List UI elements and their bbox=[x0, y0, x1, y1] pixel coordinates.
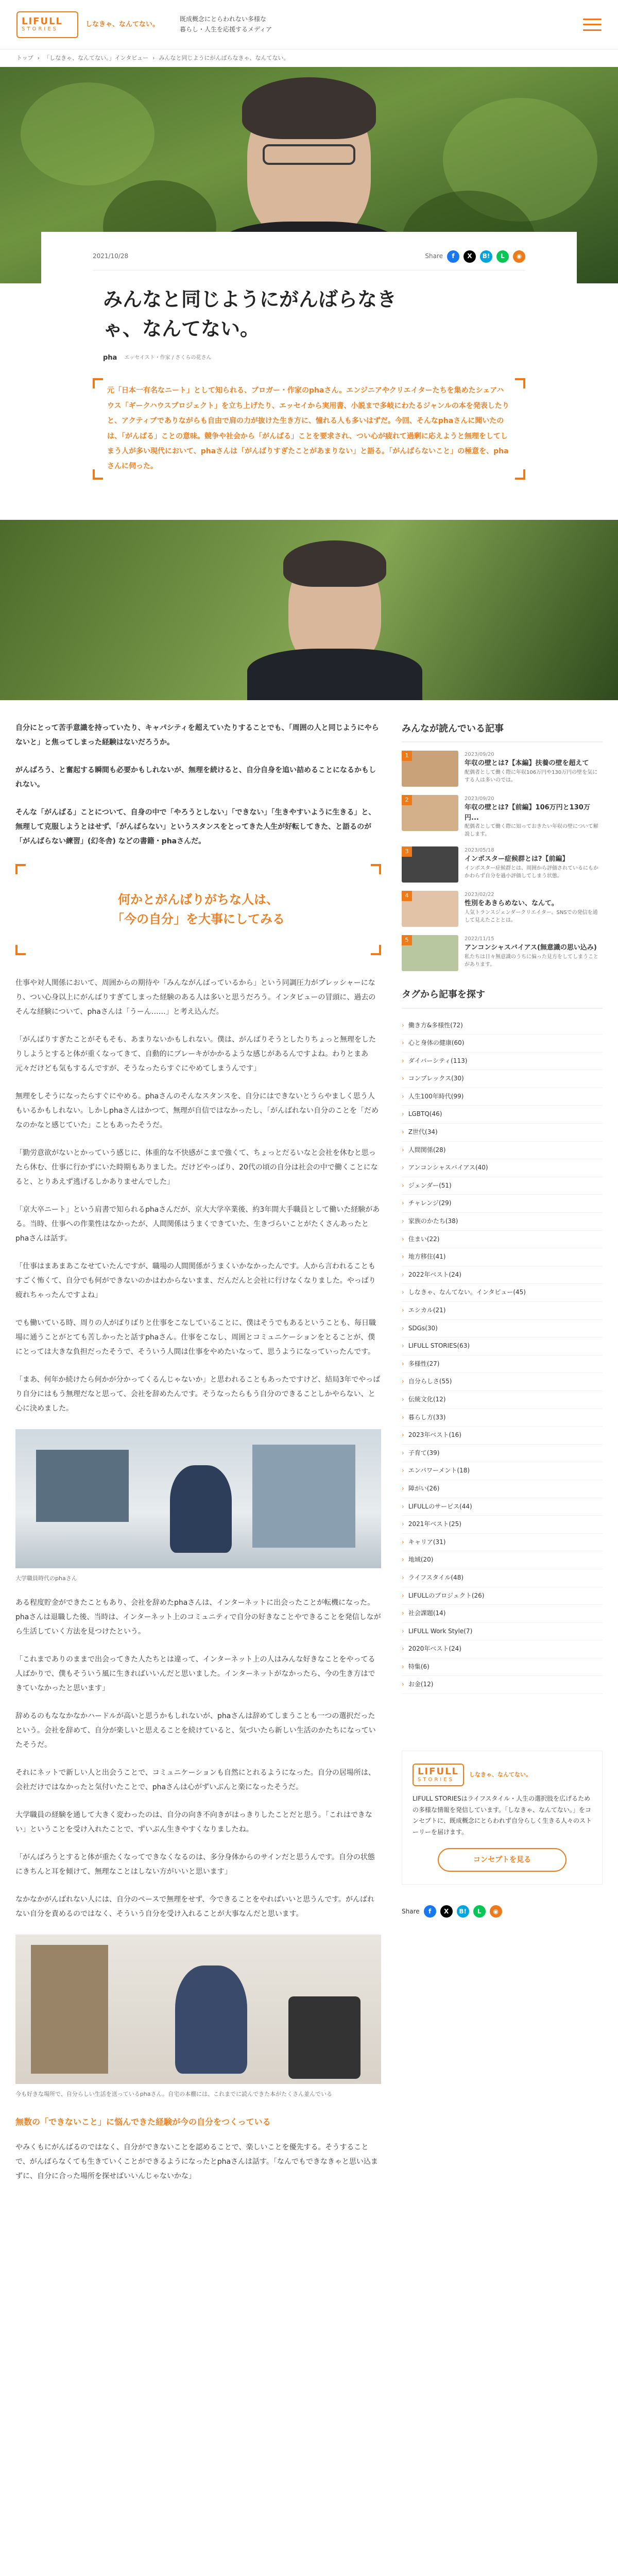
site-tagline: しなきゃ、なんてない。 bbox=[85, 20, 160, 28]
logo-main-text: LIFULL bbox=[418, 1766, 459, 1777]
tag-item[interactable] bbox=[402, 1676, 603, 1694]
paragraph: それにネットで新しい人と出会うことで、コミュニケーションも自然にとれるようになった。自分の居場所は、会社だけではなかったと気付いたことで、phaさんは心がずいぶんと楽になったそうだ。 bbox=[15, 1769, 375, 1792]
ranking-title: アンコンシャスバイアス(無意識の思い込み) bbox=[465, 944, 597, 952]
tag-item[interactable] bbox=[402, 1516, 603, 1534]
chevron-right-icon: › bbox=[402, 1484, 404, 1492]
line-icon[interactable]: L bbox=[496, 250, 509, 263]
chevron-right-icon: › bbox=[402, 1039, 404, 1047]
article-lead bbox=[93, 378, 525, 479]
tag-label: 子育て(39) bbox=[408, 1449, 440, 1456]
tag-label: ダイバーシティ(113) bbox=[408, 1057, 468, 1064]
tag-item[interactable] bbox=[402, 1587, 603, 1605]
ranking-heading: みんなが読んでいる記事 bbox=[402, 721, 603, 742]
logo-sub-text: STORIES bbox=[418, 1776, 454, 1783]
menu-icon[interactable] bbox=[583, 19, 602, 31]
tag-item[interactable] bbox=[402, 1355, 603, 1374]
x-icon[interactable]: X bbox=[440, 1905, 453, 1918]
logo-sub-text: STORIES bbox=[22, 26, 58, 32]
tag-item[interactable] bbox=[402, 1320, 603, 1338]
tag-item[interactable] bbox=[402, 1035, 603, 1053]
home-photo bbox=[15, 1935, 381, 2084]
pull-quote bbox=[15, 864, 381, 955]
chevron-right-icon: › bbox=[402, 1431, 404, 1439]
tag-label: LGBTQ(46) bbox=[408, 1110, 442, 1118]
sidebar-share-bar bbox=[402, 1905, 603, 1918]
paragraph: 無理をしそうになったらすぐにやめる。phaさんのそんなスタンスを、自分にはできないとうらやましく思う人もいるかもしれない。しかしphaさんはかつて、無理が自信ではなかったし、「がんばれない自分のことを「だめなのかなと感じていた」こともあったそうだ。 bbox=[15, 1092, 379, 1129]
tag-item[interactable] bbox=[402, 1409, 603, 1427]
tag-label: 自分らしさ(55) bbox=[408, 1378, 452, 1385]
tag-item[interactable] bbox=[402, 1391, 603, 1409]
chevron-right-icon: › bbox=[402, 1199, 404, 1207]
chevron-right-icon: › bbox=[402, 1253, 404, 1261]
author-info bbox=[93, 352, 525, 364]
about-tagline: しなきゃ、なんてない。 bbox=[469, 1771, 531, 1778]
chevron-right-icon: › bbox=[402, 1681, 404, 1688]
tag-label: 住まい(22) bbox=[408, 1235, 440, 1243]
tag-item[interactable] bbox=[402, 1534, 603, 1552]
quote-line-1: 何かとがんばりがちな人は、 bbox=[118, 892, 279, 907]
ranking-thumbnail: 2 bbox=[402, 795, 458, 831]
concept-button[interactable]: コンセプトを見る bbox=[438, 1848, 566, 1872]
tag-label: 人間関係(28) bbox=[408, 1146, 446, 1154]
chevron-right-icon: › bbox=[402, 1395, 404, 1403]
tag-label: 2020年ベスト(24) bbox=[408, 1645, 461, 1653]
chevron-right-icon: › bbox=[402, 1360, 404, 1367]
tag-item[interactable] bbox=[402, 1213, 603, 1231]
tag-item[interactable] bbox=[402, 1284, 603, 1302]
article-header-card bbox=[41, 232, 577, 494]
site-desc-line-2: 暮らし・人生を応援するメディア bbox=[180, 25, 272, 33]
rss-icon[interactable]: ◉ bbox=[490, 1905, 502, 1918]
chevron-right-icon: › bbox=[402, 1627, 404, 1635]
ranking-title: 性別をあきらめない、なんて。 bbox=[465, 900, 558, 908]
section-heading: 無数の「できないこと」に悩んできた経験が今の自分をつくっている bbox=[15, 2117, 271, 2127]
share-label: Share bbox=[425, 252, 443, 260]
tag-item[interactable] bbox=[402, 1551, 603, 1569]
logo-main-text: LIFULL bbox=[22, 15, 63, 27]
ranking-date: 2022/11/15 bbox=[465, 936, 494, 942]
paragraph: 「仕事はまあまあこなせていたんですが、職場の人間関係がうまくいかなかったんです。人から言われることもすごく怖くて、自分でも何ができないのかはわからないまま、だんだんと会社に行けなくなりました。やっぱり疲れちゃったんですよね」 bbox=[15, 1262, 376, 1299]
chevron-right-icon: › bbox=[402, 1110, 404, 1118]
breadcrumb-home[interactable]: トップ bbox=[16, 55, 33, 62]
tag-item[interactable] bbox=[402, 1195, 603, 1213]
content-layout bbox=[0, 700, 618, 2197]
tag-item[interactable] bbox=[402, 1106, 603, 1124]
chevron-right-icon: › bbox=[402, 1270, 404, 1278]
tag-label: 伝統文化(12) bbox=[408, 1395, 446, 1403]
tag-item[interactable] bbox=[402, 1658, 603, 1676]
title-line-1: みんなと同じようにがんばらなき bbox=[103, 288, 397, 311]
tag-item[interactable] bbox=[402, 1623, 603, 1641]
ranking-desc: 人気トランスジェンダークリエイター。SNSでの発信を通して見えたこととは。 bbox=[465, 909, 598, 923]
tag-item[interactable] bbox=[402, 1302, 603, 1320]
paragraph: 「がんばりすぎたことがそもそも、あまりないかもしれない。僕は、がんばりそうとしたりちょっと無理をしたりしようとすると体が重くなってきて、自動的にブレーキがかかるような感じがあるんですよね。わりとまあ元々だけども気もするんですが、そうなったらすぐにやめてしまうんです」 bbox=[15, 1035, 376, 1073]
tag-label: エシカル(21) bbox=[408, 1307, 446, 1314]
chevron-right-icon: › bbox=[402, 1413, 404, 1421]
tag-item[interactable] bbox=[402, 1124, 603, 1142]
tag-item[interactable] bbox=[402, 1053, 603, 1071]
hatena-icon[interactable]: B! bbox=[480, 250, 492, 263]
about-box bbox=[402, 1751, 603, 1885]
chevron-right-icon: › bbox=[402, 1324, 404, 1332]
chevron-right-icon: › bbox=[402, 1556, 404, 1564]
rss-icon[interactable]: ◉ bbox=[513, 250, 525, 263]
article-photo-wide bbox=[0, 520, 618, 700]
chevron-right-icon: › bbox=[402, 1502, 404, 1510]
ranking-desc: 配偶者として働く際に年収106万円や130万円の壁を気にする人は多いのでは。 bbox=[465, 769, 598, 783]
chevron-right-icon: › bbox=[402, 1663, 404, 1670]
tag-item[interactable] bbox=[402, 1159, 603, 1177]
ranking-date: 2023/09/20 bbox=[465, 796, 494, 802]
tag-item[interactable] bbox=[402, 1569, 603, 1587]
ranking-date: 2023/09/20 bbox=[465, 752, 494, 758]
tag-label: チャレンジ(29) bbox=[408, 1199, 452, 1207]
tags-heading: タグから記事を探す bbox=[402, 987, 603, 1008]
breadcrumb-category[interactable]: 「しなきゃ、なんてない。」インタビュー bbox=[44, 55, 149, 62]
sidebar bbox=[402, 721, 603, 2197]
article-body bbox=[15, 721, 381, 2197]
facebook-icon[interactable]: f bbox=[447, 250, 459, 263]
paragraph: 「勤労意欲がないとかっていう感じに、体重的な不快感がこまで強くて、ちょっとだるいなと会社を休むと思ったら休む、仕事に行かずにいた時期もありました。だけどやっぱり、20代の頃の自分は社会の中で働くことになると、とりあえず逃げるしかありませんでした」 bbox=[15, 1148, 378, 1186]
article-date: 2021/10/28 bbox=[93, 252, 129, 260]
tag-label: コンプレックス(30) bbox=[408, 1075, 464, 1082]
tag-label: しなきゃ、なんてない。インタビュー(45) bbox=[408, 1289, 526, 1296]
paragraph: でも働いている時、周りの人がばりばりと仕事をこなしていることに、僕はそうでもあるということも、毎日職場に通うことがとても苦しかったと話すphaさん。仕事をこなし、周囲とコミュニケーションをとることが、僕にとっては大きな負担だったそうで、そういう人間は仕事をやめたいなって、思うようになっていったんです。 bbox=[15, 1318, 376, 1356]
tag-label: 2021年ベスト(25) bbox=[408, 1520, 461, 1528]
article-title bbox=[93, 285, 525, 344]
lead-text: 元「日本一有名なニート」として知られる、ブロガー・作家のphaさん。エンジニアやクリエイターたちを集めたシェアハウス「ギークハウスプロジェクト」を立ち上げたり、エッセイから実用書、小説まで多岐にわたるジャンルの本を発表したりと、アクティブでありながらも自由で肩の力が抜けた生き方に、憧れる人も多いはずだ。今回、そんなphaさんに聞いたのは、「がんばる」ことの意味。競争や社会から「がんばる」ことを要求され、つい心が疲れて過剰に応えようと無理をしてしまう人が多い現代において、phaさんは「がんばりすぎたことがあまりない」と語る。「がんばらないこと」の極意を、phaさんに伺った。 bbox=[107, 386, 509, 471]
tag-item[interactable] bbox=[402, 1480, 603, 1498]
photo-caption: 大学職員時代のphaさん bbox=[15, 1574, 77, 1582]
ranking-desc: インポスター症候群とは、周囲から評価されているにもかかわらず自分を過小評価してしまう状態。 bbox=[465, 865, 598, 879]
ranking-item[interactable] bbox=[402, 846, 603, 883]
quote-line-2: 「今の自分」を大事にしてみる bbox=[112, 912, 285, 927]
tag-label: LIFULL Work Style(7) bbox=[408, 1627, 473, 1635]
paragraph: 「がんばろうとすると体が重たくなってできなくなるのは、多分身体からのサインだと思うんです。自分の状態にきちんと耳を傾けて、無理なことはしない方がいいと思います」 bbox=[15, 1853, 375, 1876]
tag-item[interactable] bbox=[402, 1427, 603, 1445]
chevron-right-icon: › bbox=[402, 1378, 404, 1385]
chevron-right-icon: › bbox=[402, 1467, 404, 1475]
paragraph: 「まあ、何年か続けたら何かが分かってくるんじゃないか」と思われることもあったですけど、結局3年でやっぱり自分にはもう無理だなと思って、会社を辞めたんです。そうなったらもう自分のできることしかやらない、と心に決めました。 bbox=[15, 1375, 381, 1413]
tag-label: 特集(6) bbox=[408, 1663, 430, 1670]
hatena-icon[interactable]: B! bbox=[457, 1905, 469, 1918]
ranking-thumbnail: 5 bbox=[402, 935, 458, 971]
breadcrumb-separator: › bbox=[152, 55, 155, 62]
tag-item[interactable] bbox=[402, 1248, 603, 1266]
ranking-thumbnail: 4 bbox=[402, 891, 458, 927]
facebook-icon[interactable]: f bbox=[424, 1905, 436, 1918]
tag-item[interactable] bbox=[402, 1017, 603, 1035]
tag-label: Z世代(34) bbox=[408, 1128, 438, 1136]
tag-item[interactable] bbox=[402, 1142, 603, 1160]
ranking-desc: 配偶者として働く際に知っておきたい年収の壁について解説します。 bbox=[465, 824, 598, 838]
tag-label: アンコンシャスバイアス(40) bbox=[408, 1164, 488, 1172]
ranking-date: 2023/05/18 bbox=[465, 848, 494, 854]
chevron-right-icon: › bbox=[402, 1021, 404, 1029]
paragraph: 「これまでありのままで出会ってきた人たちとは違って、インターネット上の人はみんな好きなことをやってる人ばかりで、僕もそういう風に生きればいいんだと思いました。インターネットがなかったら、今の生き方はできていなかったと思います」 bbox=[15, 1655, 375, 1693]
paragraph: 仕事や対人関係において、周囲からの期待や「みんながんばっているから」という同調圧力がプレッシャーになり、つい心身以上にがんばりすぎてしまった経験のある人は多いと思うだろう。インタビューの冒頭に、過去のそんな経験について、phaさんは「うーん……」と考え込んだ。 bbox=[15, 978, 376, 1016]
chevron-right-icon: › bbox=[402, 1128, 404, 1136]
tag-label: お金(12) bbox=[408, 1681, 434, 1688]
paragraph: がんばろう、と奮起する瞬間も必要かもしれないが、無理を続けると、自分自身を追い詰めることになるかもしれない。 bbox=[15, 766, 376, 789]
tag-label: LIFULL STORIES(63) bbox=[408, 1342, 470, 1350]
tag-label: 人生100年時代(99) bbox=[408, 1092, 464, 1100]
chevron-right-icon: › bbox=[402, 1342, 404, 1350]
tag-label: 社会課題(14) bbox=[408, 1609, 446, 1617]
tag-label: 働き方&多様性(72) bbox=[408, 1021, 463, 1029]
tag-item[interactable] bbox=[402, 1462, 603, 1480]
tag-label: ジェンダー(51) bbox=[408, 1181, 452, 1189]
ranking-thumbnail: 3 bbox=[402, 846, 458, 883]
author-name[interactable]: pha bbox=[103, 354, 117, 362]
chevron-right-icon: › bbox=[402, 1075, 404, 1082]
tag-item[interactable] bbox=[402, 1177, 603, 1195]
tag-item[interactable] bbox=[402, 1640, 603, 1658]
chevron-right-icon: › bbox=[402, 1289, 404, 1296]
chevron-right-icon: › bbox=[402, 1520, 404, 1528]
chevron-right-icon: › bbox=[402, 1092, 404, 1100]
site-description bbox=[180, 14, 272, 34]
chevron-right-icon: › bbox=[402, 1573, 404, 1581]
ranking-item[interactable] bbox=[402, 751, 603, 787]
tag-item[interactable] bbox=[402, 1445, 603, 1463]
site-header bbox=[0, 0, 618, 49]
ranking-title: 年収の壁とは?【本編】扶養の壁を超えて bbox=[465, 759, 589, 768]
chevron-right-icon: › bbox=[402, 1146, 404, 1154]
breadcrumb-current: みんなと同じようにがんばらなきゃ、なんてない。 bbox=[159, 55, 289, 62]
tag-item[interactable] bbox=[402, 1088, 603, 1106]
chevron-right-icon: › bbox=[402, 1164, 404, 1172]
chevron-right-icon: › bbox=[402, 1538, 404, 1546]
chevron-right-icon: › bbox=[402, 1307, 404, 1314]
ranking-title: インポスター症候群とは?【前編】 bbox=[465, 855, 569, 863]
chevron-right-icon: › bbox=[402, 1591, 404, 1599]
chevron-right-icon: › bbox=[402, 1057, 404, 1064]
tag-item[interactable] bbox=[402, 1070, 603, 1088]
tag-label: 障がい(26) bbox=[408, 1484, 440, 1492]
site-desc-line-1: 既成概念にとらわれない多様な bbox=[180, 15, 267, 23]
about-text: LIFULL STORIESはライフスタイル・人生の選択肢を広げるための多様な情報を発信しています。「しなきゃ、なんてない。」をコンセプトに、既成概念にとらわれず自分らしく生きる人々のストーリーを届けます。 bbox=[413, 1795, 592, 1836]
ranking-title: 年収の壁とは?【前編】106万円と130万円... bbox=[465, 804, 590, 822]
tag-label: 暮らし方(33) bbox=[408, 1413, 446, 1421]
ranking-date: 2023/02/22 bbox=[465, 892, 494, 898]
tag-label: LIFULLのサービス(44) bbox=[408, 1502, 472, 1510]
tag-label: 2023年ベスト(16) bbox=[408, 1431, 461, 1439]
share-bar bbox=[425, 250, 525, 263]
tag-list bbox=[402, 987, 603, 1694]
lifull-stories-logo[interactable] bbox=[16, 11, 78, 38]
chevron-right-icon: › bbox=[402, 1609, 404, 1617]
chevron-right-icon: › bbox=[402, 1449, 404, 1456]
chevron-right-icon: › bbox=[402, 1181, 404, 1189]
tag-label: 地方移住(41) bbox=[408, 1253, 446, 1261]
photo-caption: 今も好きな場所で、自分らしい生活を送っているphaさん。自宅の本棚には、これまでに読んできた本がたくさん並んでいる bbox=[15, 2091, 333, 2098]
paragraph: そんな「がんばる」ことについて、自身の中で「やろうとしない」「できない」「生きやすいように生きる」と、無理して克服しようとはせず、「がんばらない」というスタンスをとってきた人生が好転してきた、と語るのが「がんばらない練習」(幻冬舎) などの書籍・phaさんだ。 bbox=[15, 808, 376, 845]
chevron-right-icon: › bbox=[402, 1235, 404, 1243]
tag-item[interactable] bbox=[402, 1231, 603, 1249]
tag-label: LIFULLのプロジェクト(26) bbox=[408, 1591, 485, 1599]
x-icon[interactable]: X bbox=[464, 250, 476, 263]
tag-item[interactable] bbox=[402, 1498, 603, 1516]
chevron-right-icon: › bbox=[402, 1645, 404, 1653]
title-line-2: ゃ、なんてない。 bbox=[103, 317, 260, 340]
lifull-stories-logo[interactable] bbox=[413, 1764, 464, 1786]
tag-label: キャリア(31) bbox=[408, 1538, 446, 1546]
office-photo bbox=[15, 1429, 381, 1568]
paragraph: 「京大卒ニート」という肩書で知られるphaさんだが、京大大学卒業後、約3年間大手職員として働いた経験がある。当時、仕事への作業性はなかったが、人間関係はうまくできていた、生きづらいことがたくさんあったとphaさんは話す。 bbox=[15, 1205, 380, 1243]
breadcrumb bbox=[0, 49, 618, 67]
paragraph: 辞めるのもななかなかハードルが高いと思うかもしれないが、phaさんは辞めてしまうことも一つの選択だったという。会社を辞めて、自分が楽しいと思えることを続けていると、気づいたら新しい生活のかたちになっていたそうだ。 bbox=[15, 1712, 376, 1750]
share-label: Share bbox=[402, 1907, 420, 1915]
paragraph: なかなかがんばれない人には、自分のペースで無理をせず、今できることをやればいいと思うんです。がんばれない自分を責めるのではなく、そういう自分を受け入れることが大事なんだと思います。 bbox=[15, 1895, 375, 1919]
paragraph: 大学職員の経験を通して大きく変わったのは、自分の向き不向きがはっきりしたことだと思う。「これはできない」ということを受け入れたことで、ずいぶん生きやすくなりましたね。 bbox=[15, 1811, 372, 1834]
portrait-figure bbox=[247, 88, 371, 242]
tag-label: 心と身体の健康(60) bbox=[408, 1039, 465, 1047]
tag-label: 家族のかたち(38) bbox=[408, 1217, 458, 1225]
tag-label: SDGs(30) bbox=[408, 1324, 438, 1332]
ranking-item[interactable] bbox=[402, 795, 603, 838]
ranking-item[interactable] bbox=[402, 891, 603, 927]
tag-item[interactable] bbox=[402, 1605, 603, 1623]
tag-label: ライフスタイル(48) bbox=[408, 1573, 464, 1581]
line-icon[interactable]: L bbox=[473, 1905, 486, 1918]
paragraph: やみくもにがんばるのではなく、自分ができないことを認めることで、楽しいことを優先する。そうすることで、がんばらなくても生きていくことができるようになったとphaさんは話す。「なんでもできなきゃと思い込まずに、自分に合った場所を探せばいいんじゃないかな」 bbox=[15, 2143, 378, 2180]
tag-item[interactable] bbox=[402, 1337, 603, 1355]
paragraph: 自分にとって苦手意識を持っていたり、キャパシティを超えていたりすることでも、「周囲の人と同じようにやらないと」と焦ってしまった経験はないだろうか。 bbox=[15, 723, 379, 747]
breadcrumb-separator: › bbox=[37, 55, 40, 62]
ranking-item[interactable] bbox=[402, 935, 603, 971]
tag-label: 地域(20) bbox=[408, 1556, 434, 1564]
tag-label: 2022年ベスト(24) bbox=[408, 1270, 461, 1278]
paragraph: ある程度貯金ができたこともあり、会社を辞めたphaさんは、インターネットに出会ったことが転機になった。phaさんは退職した後、当時は、インターネット上のコミュニティで自分の好きなことやできることを発信しながら生活していく方法を見つけたという。 bbox=[15, 1599, 381, 1636]
ranking-thumbnail: 1 bbox=[402, 751, 458, 787]
ranking-desc: 私たちは日々無意識のうちに偏った見方をしてしまうことがあります。 bbox=[465, 954, 598, 968]
tag-label: 多様性(27) bbox=[408, 1360, 440, 1367]
tag-label: エンパワーメント(18) bbox=[408, 1467, 470, 1475]
tag-item[interactable] bbox=[402, 1373, 603, 1391]
chevron-right-icon: › bbox=[402, 1217, 404, 1225]
tag-item[interactable] bbox=[402, 1266, 603, 1284]
author-role: エッセイスト・作家 / さくらの花さん bbox=[124, 354, 212, 361]
